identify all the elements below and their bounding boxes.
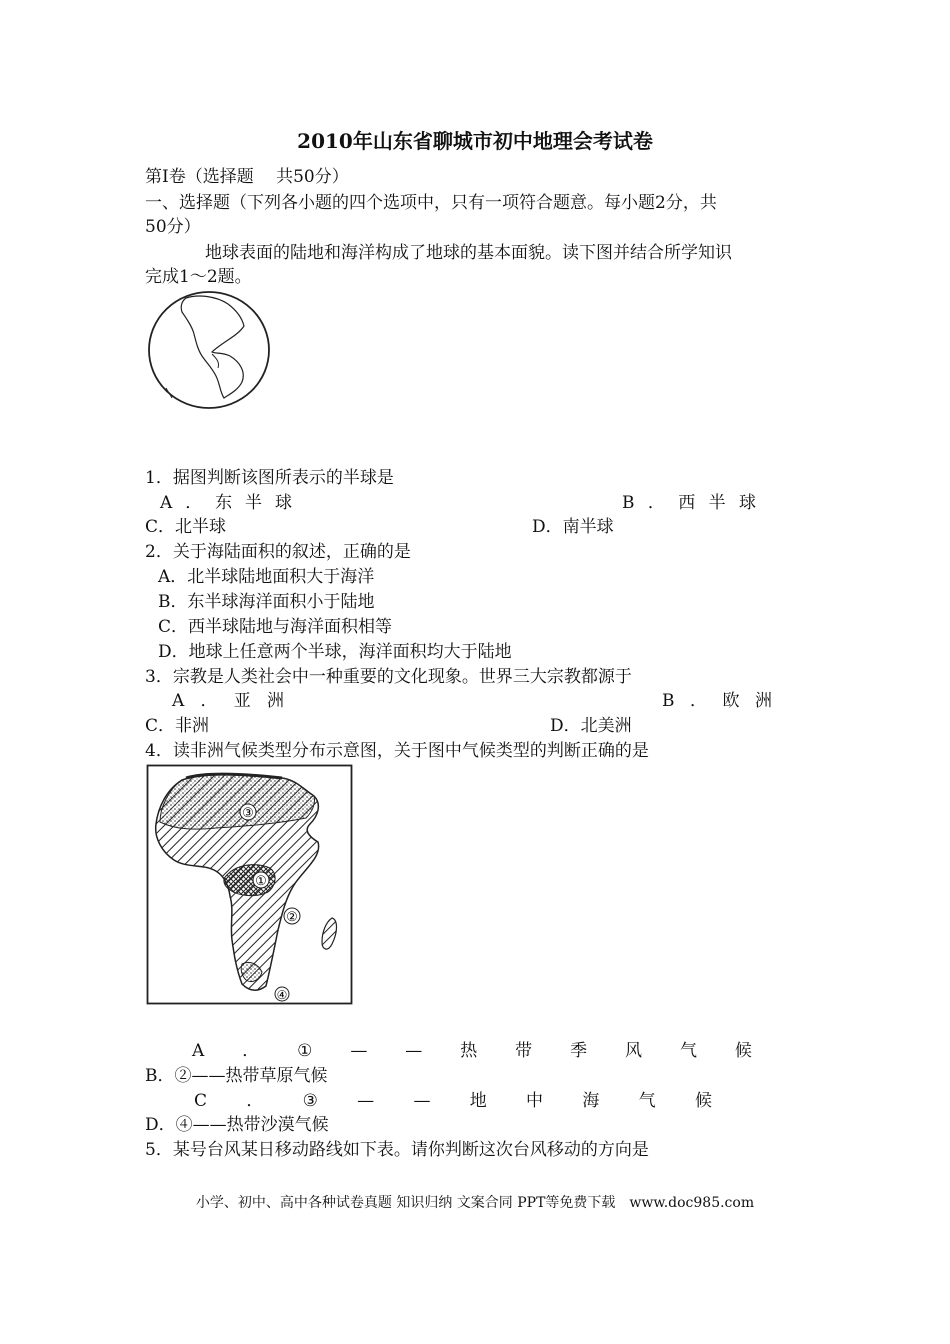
map-label-2: ② (286, 910, 298, 925)
q4-stem: 4．读非洲气候类型分布示意图，关于图中气候类型的判断正确的是 (145, 741, 649, 761)
q3-option-b: B ． 欧 洲 (662, 691, 772, 711)
q2-option-b: B．东半球海洋面积小于陆地 (158, 592, 375, 612)
africa-climate-map-figure (146, 764, 354, 1006)
western-hemisphere-globe-figure (146, 288, 274, 412)
q4-option-d: D．④——热带沙漠气候 (145, 1115, 329, 1135)
intro-line2: 完成1～2题。 (145, 267, 252, 287)
section-heading: 第Ⅰ卷（选择题 共50分） (145, 167, 349, 187)
q4-option-c: C ． ③ — — 地 中 海 气 候 (194, 1091, 712, 1111)
q1-stem: 1．据图判断该图所表示的半球是 (145, 468, 394, 488)
q1-option-d: D．南半球 (532, 517, 614, 537)
q2-option-a: A．北半球陆地面积大于海洋 (158, 567, 375, 587)
q1-option-c: C．北半球 (145, 517, 227, 537)
page-footer: 小学、初中、高中各种试卷真题 知识归纳 文案合同 PPT等免费下载 www.doc985.com (195, 1195, 755, 1211)
intro-line1: 地球表面的陆地和海洋构成了地球的基本面貌。读下图并结合所学知识 (205, 243, 732, 263)
q1-option-b: B ． 西 半 球 (622, 493, 756, 513)
q5-stem: 5．某号台风某日移动路线如下表。请你判断这次台风移动的方向是 (145, 1140, 649, 1160)
q1-option-a: A ． 东 半 球 (160, 493, 292, 513)
part-instruction-line2: 50分） (145, 217, 201, 237)
q2-stem: 2．关于海陆面积的叙述，正确的是 (145, 542, 411, 562)
q2-option-d: D．地球上任意两个半球，海洋面积均大于陆地 (158, 642, 512, 662)
part-instruction-line1: 一、选择题（下列各小题的四个选项中，只有一项符合题意。每小题2分，共 (145, 193, 717, 213)
q4-option-b: B．②——热带草原气候 (145, 1066, 328, 1086)
exam-title: 2010年山东省聊城市初中地理会考试卷 (297, 129, 653, 153)
q3-option-c: C．非洲 (145, 716, 210, 736)
q3-option-d: D．北美洲 (550, 716, 632, 736)
map-label-1: ① (255, 874, 267, 889)
q3-stem: 3．宗教是人类社会中一种重要的文化现象。世界三大宗教都源于 (145, 667, 632, 687)
q2-option-c: C．西半球陆地与海洋面积相等 (158, 617, 393, 637)
q3-option-a: A ． 亚 洲 (172, 691, 284, 711)
q4-option-a: A ． ① — — 热 带 季 风 气 候 (192, 1041, 752, 1061)
map-label-4: ④ (276, 988, 288, 1002)
map-label-3: ③ (242, 806, 254, 821)
